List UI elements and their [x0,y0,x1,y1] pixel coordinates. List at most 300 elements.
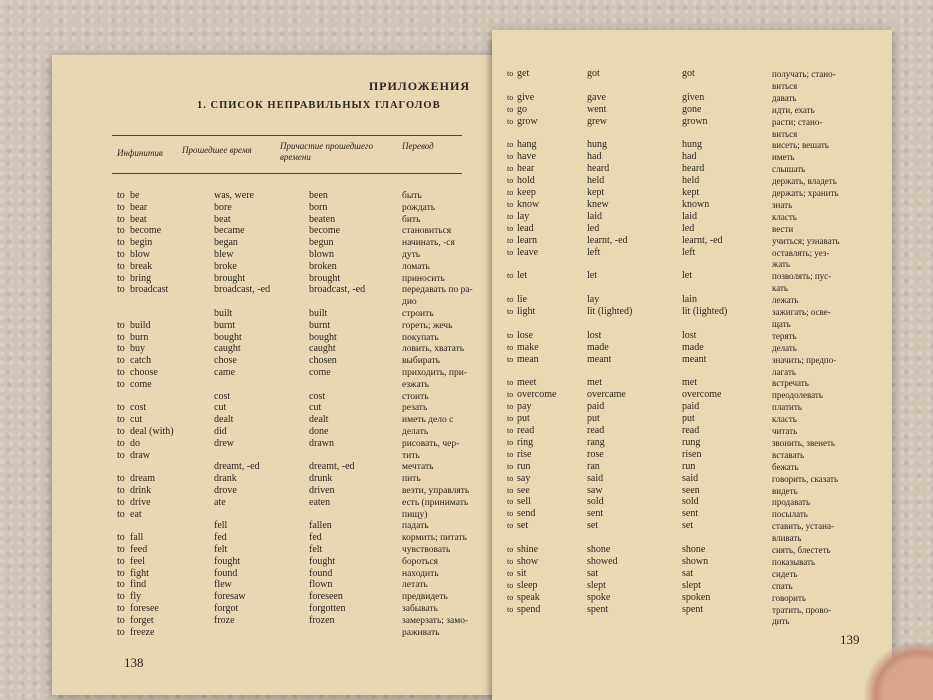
past-participle: spoken [682,591,711,603]
translation: становиться [402,226,452,237]
infinitive: light [517,306,536,317]
to-prefix: to [117,213,125,225]
past-tense: left [587,246,601,258]
past-participle: cost [309,390,326,402]
to-prefix: to [507,223,514,233]
table-row [492,139,892,151]
past-tense: sold [587,496,604,508]
translation: получать; стано- [772,69,836,79]
table-row [52,579,495,591]
past-participle: sold [682,496,699,508]
past-tense: heard [587,163,610,175]
table-row [52,391,495,403]
column-header-infinitive: Инфинитив [117,148,163,158]
past-tense: froze [214,614,235,626]
infinitive: break [130,260,153,272]
table-row [492,68,892,80]
to-prefix: to [507,152,514,162]
past-participle: cut [309,402,322,414]
past-tense: fed [214,532,227,544]
past-tense: lost [587,329,602,341]
table-row [52,379,495,391]
translation: виться [772,128,798,139]
table-row [52,568,495,580]
past-participle: flown [309,579,333,591]
past-tense: read [587,425,605,436]
infinitive: become [130,225,162,237]
to-prefix: to [117,496,125,508]
past-tense: rose [587,448,604,460]
to-prefix: to [117,402,125,414]
past-tense: slept [587,579,606,591]
translation: делать [772,342,797,353]
past-participle: sat [682,567,694,579]
translation: приходить, при- [402,368,468,378]
past-participle: gone [682,103,702,115]
to-prefix: to [507,485,514,495]
to-prefix: to [117,485,125,496]
infinitive: overcome [517,389,557,401]
to-prefix: to [117,343,125,355]
table-row [492,235,892,247]
to-prefix: to [117,414,125,426]
past-participle: shone [682,544,706,555]
past-participle: made [682,341,704,353]
past-tense: foresaw [214,591,246,603]
past-tense: did [214,426,227,437]
infinitive: spend [517,603,541,615]
to-prefix: to [507,592,514,602]
past-participle: eaten [309,496,331,508]
table-row [52,402,495,414]
infinitive: meet [517,377,537,389]
infinitive: sell [517,496,531,508]
page-number: 139 [840,632,860,647]
table-row [492,223,892,235]
table-row [492,377,892,389]
past-participle: fought [309,555,336,567]
translation: пить [402,474,421,485]
past-tense: lit (lighted) [587,306,633,317]
infinitive: make [517,341,539,353]
translation: делать [402,427,429,437]
past-tense: spent [587,603,609,615]
translation: стоить [402,391,429,402]
past-participle: forgotten [309,603,346,614]
to-prefix: to [507,116,514,126]
infinitive: run [517,460,531,472]
table-row [492,485,892,497]
past-participle: felt [309,544,323,555]
past-tense: dreamt, -ed [214,461,260,473]
translation: сиять, блестеть [772,545,831,555]
translation: слышать [772,164,806,175]
to-prefix: to [507,521,514,531]
table-row [492,258,892,270]
past-participle: left [682,246,696,258]
infinitive: mean [517,353,539,365]
translation: езжать [402,379,429,390]
table-row [52,296,495,308]
past-participle: built [309,308,328,319]
to-prefix: to [507,556,514,566]
past-tense: set [587,520,599,532]
past-participle: run [682,460,696,472]
to-prefix: to [507,604,514,614]
table-row [52,414,495,426]
past-tense: flew [214,579,232,591]
infinitive: drink [130,485,152,496]
past-participle: born [309,201,328,213]
infinitive: foresee [130,603,159,614]
table-row [492,496,892,508]
infinitive: bear [130,201,148,213]
column-header-participle: Причастие прошедшего времени [280,141,373,162]
translation: знать [772,199,793,210]
translation: посылать [772,509,808,520]
past-tense: drove [214,485,237,496]
infinitive: hold [517,175,535,187]
to-prefix: to [507,92,514,102]
translation: вливать [772,533,802,544]
table-row [52,603,495,615]
past-tense: felt [214,544,228,555]
to-prefix: to [507,437,514,447]
translation: чувствовать [402,545,451,555]
to-prefix: to [507,568,514,578]
past-tense: was, were [214,190,254,201]
past-participle: read [682,425,700,436]
translation: держать, владеть [772,176,837,187]
translation: кормить; питать [402,533,467,544]
table-row [52,556,495,568]
past-participle: drunk [309,473,333,485]
past-participle: fallen [309,520,332,532]
table-row [492,104,892,116]
past-participle: given [682,91,705,103]
table-row [492,175,892,187]
past-tense: became [214,225,245,237]
past-participle: lain [682,294,697,306]
past-participle: lit (lighted) [682,306,728,317]
table-row [492,128,892,140]
table-row [492,473,892,485]
infinitive: forget [130,614,154,626]
past-participle: found [309,567,333,579]
to-prefix: to [507,176,514,186]
translation: падать [402,521,429,532]
translation: находить [402,568,439,579]
table-row [52,461,495,473]
translation: летать [402,580,428,591]
to-prefix: to [117,367,125,378]
infinitive: get [517,68,530,79]
translation: спать [772,580,793,591]
to-prefix: to [507,235,514,245]
to-prefix: to [117,544,125,555]
translation: бороться [402,556,439,567]
infinitive: broadcast [130,284,169,296]
to-prefix: to [507,69,514,78]
to-prefix: to [507,140,514,150]
past-participle: done [309,426,329,437]
infinitive: catch [130,355,152,367]
past-participle: put [682,413,695,425]
table-row [492,354,892,366]
translation: везти, управлять [402,486,470,496]
past-participle: bought [309,331,337,343]
past-tense: brought [214,272,246,284]
to-prefix: to [507,390,514,400]
past-tense: led [587,222,600,234]
to-prefix: to [507,580,514,590]
table-row [492,366,892,378]
past-tense: broke [214,260,237,272]
table-row [492,270,892,282]
table-row [492,187,892,199]
past-participle: said [682,472,699,484]
table-row [52,320,495,332]
past-participle: meant [682,353,707,365]
translation: говорить, сказать [772,473,839,484]
infinitive: sit [517,567,527,579]
table-row [52,261,495,273]
table-row [492,461,892,473]
past-tense: forgot [214,603,239,614]
table-row [492,342,892,354]
table-row [492,389,892,401]
past-participle: broken [309,260,337,272]
table-row [52,249,495,261]
to-prefix: to [117,555,125,567]
past-tense: knew [587,198,609,210]
past-participle: learnt, -ed [682,234,723,246]
infinitive: go [517,103,527,115]
translation: лагать [772,366,796,377]
translation: виться [772,80,798,91]
translation: держать; хранить [772,188,839,198]
table-row [52,214,495,226]
table-row [52,225,495,237]
to-prefix: to [507,449,514,459]
translation: жать [772,259,791,270]
past-tense: paid [587,401,605,413]
to-prefix: to [507,199,514,209]
past-participle: hung [682,139,702,151]
translation: класть [772,414,797,425]
table-header-rule [112,173,462,174]
past-tense: sat [587,567,599,579]
infinitive: blow [130,249,150,260]
past-tense: built [214,308,233,319]
infinitive: draw [130,449,150,461]
translation: вставать [772,449,805,460]
translation: встречать [772,378,809,389]
translation: тить [402,450,420,461]
infinitive: show [517,555,539,567]
past-participle: drawn [309,437,334,449]
to-prefix: to [507,354,514,364]
past-tense: had [587,151,602,163]
translation: значить; предпо- [772,354,837,365]
infinitive: hear [517,163,535,175]
past-participle: beaten [309,213,336,225]
translation: говорить [772,592,807,603]
past-tense: fell [214,520,228,532]
past-participle: risen [682,448,702,460]
past-participle: dreamt, -ed [309,461,355,473]
past-participle: come [309,367,331,378]
infinitive: shine [517,544,539,555]
past-participle: set [682,520,694,532]
infinitive: let [517,270,527,282]
infinitive: keep [517,187,536,198]
translation: дио [402,297,417,308]
past-tense: held [587,175,605,187]
table-row [52,367,495,379]
translation: выбирать [402,356,440,367]
past-tense: made [587,341,609,353]
table-row [52,343,495,355]
infinitive: deal (with) [130,426,174,437]
to-prefix: to [117,473,125,485]
translation: покупать [402,332,439,343]
infinitive: come [130,378,152,390]
table-row [492,92,892,104]
table-row [492,318,892,330]
infinitive: learn [517,234,537,246]
translation: сидеть [772,568,798,579]
past-participle: sent [682,508,699,520]
table-row [52,520,495,532]
infinitive: cost [130,402,147,414]
table-row [492,294,892,306]
translation: щать [772,318,791,329]
translation: расти; стано- [772,116,823,127]
translation: продавать [772,497,811,508]
table-row [52,509,495,521]
table-row [492,80,892,92]
infinitive: build [130,319,151,331]
table-row [492,592,892,604]
infinitive: sleep [517,579,538,591]
column-header-past: Прошедшее время [182,145,252,155]
infinitive: fight [130,567,149,579]
past-tense: drew [214,437,234,449]
table-row [492,532,892,544]
past-participle: laid [682,210,697,222]
past-tense: lay [587,294,600,306]
infinitive: rise [517,448,532,460]
infinitive: beat [130,213,147,225]
to-prefix: to [117,579,125,591]
past-participle: heard [682,163,705,175]
translation: висеть; вешать [772,140,829,151]
infinitive: speak [517,591,540,603]
running-head: ПРИЛОЖЕНИЯ [368,79,470,93]
table-row [52,591,495,603]
translation: бежать [772,461,799,472]
past-tense: ran [587,460,600,472]
translation: раживать [402,627,440,638]
past-participle: rung [682,436,701,448]
translation: вести [772,223,794,234]
past-participle: caught [309,343,336,355]
to-prefix: to [507,307,514,316]
table-row [492,330,892,342]
to-prefix: to [117,567,125,579]
past-participle: become [309,225,341,237]
table-row [492,401,892,413]
infinitive: freeze [130,626,155,638]
to-prefix: to [507,461,514,471]
translation: иметь [772,152,795,163]
table-row [492,520,892,532]
infinitive: know [517,198,540,210]
past-tense: broadcast, -ed [214,284,271,296]
past-tense: chose [214,355,237,367]
past-participle: driven [309,485,335,496]
table-row [52,355,495,367]
past-tense: beat [214,213,231,225]
infinitive: lose [517,329,534,341]
table-row [52,450,495,462]
infinitive: put [517,413,530,425]
section-title: 1. СПИСОК НЕПРАВИЛЬНЫХ ГЛАГОЛОВ [197,100,441,111]
past-tense: went [587,103,607,115]
past-participle: got [682,68,695,79]
to-prefix: to [117,355,125,367]
translation: ловить, хватать [402,344,465,355]
to-prefix: to [117,272,125,284]
past-tense: said [587,472,604,484]
translation: видеть [772,485,798,496]
to-prefix: to [117,591,125,603]
to-prefix: to [507,271,514,281]
past-tense: ate [214,496,226,508]
past-participle: had [682,151,697,163]
translation: замерзать; замо- [402,615,469,626]
past-tense: hung [587,139,607,151]
past-tense: spoke [587,591,611,603]
to-prefix: to [117,626,125,638]
translation: быть [402,191,422,201]
table-row [492,437,892,449]
past-tense: cost [214,390,231,402]
past-tense: fought [214,555,241,567]
translation: давать [772,92,797,103]
past-participle: begun [309,237,334,249]
past-tense: blew [214,249,234,260]
translation: дуть [402,250,421,260]
translation: показывать [772,556,816,567]
past-tense: saw [587,484,603,496]
translation: начинать, -ся [402,238,455,249]
translation: ломать [402,261,430,272]
translation: ставить, устана- [772,521,834,532]
table-row [492,449,892,461]
past-participle: led [682,222,695,234]
past-participle: blown [309,249,334,260]
infinitive: give [517,91,535,103]
to-prefix: to [117,449,125,461]
past-tense: put [587,413,600,425]
translation: бить [402,214,421,225]
table-row [52,426,495,438]
table-row [52,627,495,639]
translation: приносить [402,273,445,284]
table-row [492,116,892,128]
